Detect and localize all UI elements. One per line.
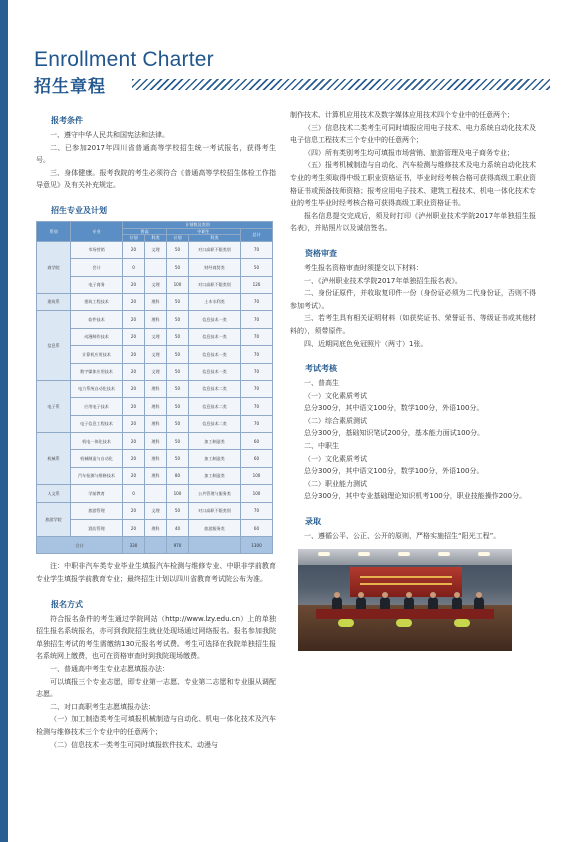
section-title-exam: 考试考核 <box>305 364 337 374</box>
total-label: 合计 <box>37 537 123 554</box>
continued-paragraph: （五）报考机械制造与自动化、汽车检测与维修技术及电力系统自动化技术专业的考生须取得中级工职业资格证书，毕业时经考核合格可获得高级工职业资格证书或预备技师资格；报考应用电子技术、建筑工程技术、机电一体化技术专业的考生毕业时经考核合格可获得高级工职业资格证书。 <box>290 161 536 208</box>
puzhong-plan-cell: 20 <box>123 293 145 310</box>
dept-cell: 人文系 <box>37 485 71 502</box>
total-cell: 100 <box>241 485 273 502</box>
table-row <box>37 520 273 537</box>
header-plan: 计划 <box>167 235 189 241</box>
header-puzhong: 普高 <box>123 228 167 234</box>
continued-paragraph: 报名信息提交完成后，须及时打印《泸州职业技术学院2017年单独招生报名表》，并贴照片以及诚信签名。 <box>290 211 536 233</box>
table-row <box>37 293 273 310</box>
continued-paragraph: 制作技术、计算机应用技术及数字媒体应用技术四个专业中的任意两个； <box>290 111 514 119</box>
zhongzhi-subject-cell: 对口高职不限类别 <box>189 276 241 293</box>
continued-paragraph: （四）所有类别考生均可填报市场营销、旅游管理及电子商务专业； <box>304 148 514 157</box>
puzhong-subject-cell: 理科 <box>145 433 167 450</box>
dept-cell: 旅游学院 <box>37 502 71 537</box>
zhongzhi-plan-cell: 50 <box>167 293 189 310</box>
total-cell: 70 <box>241 293 273 310</box>
zhongzhi-subject-cell: 信息技术二类 <box>189 415 241 432</box>
section-title-plan: 招生专业及计划 <box>51 205 107 215</box>
table-row <box>37 311 273 328</box>
puzhong-plan-cell: 20 <box>123 433 145 450</box>
zhongzhi-plan-cell: 50 <box>167 380 189 397</box>
major-cell: 电子商务 <box>71 276 123 293</box>
total-cell: 60 <box>241 433 273 450</box>
exam-item: 一、普高生 <box>304 379 339 388</box>
puzhong-plan-cell: 20 <box>123 380 145 397</box>
zhongzhi-subject-cell: 财经商贸类 <box>189 259 241 276</box>
review-item: 一、《泸州职业技术学院2017年单独招生报名表》。 <box>304 276 462 285</box>
review-item: 考生报名资格审查时须提交以下材料： <box>304 263 423 272</box>
meeting-photo <box>298 549 512 651</box>
total-cell: 70 <box>241 328 273 345</box>
zhongzhi-subject-cell: 信息技术一类 <box>189 328 241 345</box>
major-cell: 会计 <box>71 259 123 276</box>
puzhong-plan-cell: 20 <box>123 398 145 415</box>
puzhong-plan-cell: 20 <box>123 467 145 484</box>
table-row <box>37 433 273 450</box>
major-cell: 软件技术 <box>71 311 123 328</box>
zhongzhi-plan-cell: 100 <box>167 276 189 293</box>
dept-cell: 电子系 <box>37 380 71 432</box>
puzhong-plan-cell: 20 <box>123 363 145 380</box>
puzhong-subject-cell: 理科 <box>145 293 167 310</box>
table-row <box>37 502 273 519</box>
puzhong-subject-cell: 理科 <box>145 415 167 432</box>
zhongzhi-subject-cell: 加工制造类 <box>189 450 241 467</box>
apply-paragraph: 符合报名条件的考生通过学院网站（http://www.lzy.edu.cn）上的单独招生报名系统报名，亦可到我院招生就业处现场通过网络报名。报名参加我院单独招生考试的考生需缴纳130元报名考试费。考生可选择在我院单独招生报名系统网上缴费，也可在资格审查时到我院现场缴费。 <box>36 614 276 661</box>
zhongzhi-subject-cell: 旅游服务类 <box>189 520 241 537</box>
puzhong-plan-cell: 20 <box>123 450 145 467</box>
total-cell: 70 <box>241 311 273 328</box>
zhongzhi-subject-cell: 信息技术二类 <box>189 398 241 415</box>
exam-item: （一）文化素质考试 <box>304 454 367 463</box>
left-edge-bar <box>0 0 8 842</box>
plan-note: 注：中职非汽车类专业毕业生填报汽车检测与维修专业、中职非学前教育专业学生填报学前教育专业；最终招生计划以四川省教育考试院公布为准。 <box>36 562 276 584</box>
zhongzhi-plan-cell: 100 <box>167 485 189 502</box>
dept-cell: 机械系 <box>37 433 71 485</box>
major-cell: 数字媒体应用技术 <box>71 363 123 380</box>
major-cell: 电力系统自动化技术 <box>71 380 123 397</box>
total-cell: 70 <box>241 398 273 415</box>
header-subject: 科类 <box>145 235 167 241</box>
zhongzhi-plan-cell: 50 <box>167 415 189 432</box>
apply-paragraph: （一）加工制造类考生可填报机械制造与自动化、机电一体化技术及汽车检测与维修技术三个专业中的任意两个； <box>36 715 276 736</box>
zhongzhi-subject-cell: 土木水利类 <box>189 293 241 310</box>
zhongzhi-plan-cell: 50 <box>167 241 189 258</box>
exam-item: （二）综合素质测试 <box>304 416 367 425</box>
page-title-chinese: 招生章程 <box>34 77 106 97</box>
zhongzhi-subject-cell: 信息技术一类 <box>189 363 241 380</box>
section-title-admission: 录取 <box>305 517 321 527</box>
puzhong-plan-cell: 20 <box>123 276 145 293</box>
zhongzhi-plan-cell: 50 <box>167 502 189 519</box>
table-row <box>37 415 273 432</box>
section-title-apply: 报名方式 <box>51 599 83 609</box>
dept-cell: 建筑系 <box>37 293 71 310</box>
apply-paragraph: （二）信息技术一类考生可同时填报软件技术、动漫与 <box>50 740 218 749</box>
total-cell: 70 <box>241 241 273 258</box>
requirement-item: 二、已参加2017年四川省普通高等学校招生统一考试报名，获得考生号。 <box>36 143 276 165</box>
puzhong-subject-cell: 文理 <box>145 276 167 293</box>
header-hatch-decoration <box>132 79 550 90</box>
header-zhongzhi: 中职生 <box>167 228 241 234</box>
enrollment-plan-table <box>36 221 273 554</box>
zhongzhi-subject-cell: 公共管理与服务类 <box>189 485 241 502</box>
total-cell: 100 <box>241 467 273 484</box>
header-total: 总计 <box>241 228 273 241</box>
apply-paragraph: 可以填报三个专业志愿，即专业第一志愿、专业第二志愿和专业服从调配志愿。 <box>36 677 276 699</box>
header-dept: 系别 <box>37 221 71 241</box>
total-cell: 70 <box>241 363 273 380</box>
header-subject: 科类 <box>189 235 241 241</box>
table-row <box>37 241 273 258</box>
zhongzhi-plan-cell: 50 <box>167 328 189 345</box>
table-row <box>37 398 273 415</box>
dept-cell: 信息系 <box>37 311 71 381</box>
table-row <box>37 363 273 380</box>
table-row <box>37 259 273 276</box>
review-item: 三、若考生具有相关证明材料（如获奖证书、荣誉证书、等级证书或其他材料的），须带原件。 <box>290 314 536 335</box>
requirement-item: 一、遵守中华人民共和国宪法和法律。 <box>50 131 169 139</box>
puzhong-subject-cell: 文理 <box>145 363 167 380</box>
zhongzhi-subject-cell: 信息技术二类 <box>189 380 241 397</box>
exam-item: （二）职业能力测试 <box>304 479 367 488</box>
admission-text: 一、遵循公平、公正、公开的原则，严格实施招生“阳光工程”。 <box>304 532 501 541</box>
table-row <box>37 450 273 467</box>
exam-item: 总分300分，其中语文100分，数学100分，外语100分。 <box>304 404 484 413</box>
total-cell: 70 <box>241 415 273 432</box>
table-row <box>37 276 273 293</box>
total-overall: 1300 <box>241 537 273 554</box>
total-cell: 70 <box>241 502 273 519</box>
zhongzhi-subject-cell: 信息技术一类 <box>189 311 241 328</box>
puzhong-plan-cell: 20 <box>123 502 145 519</box>
zhongzhi-subject-cell: 加工制造类 <box>189 433 241 450</box>
table-row <box>37 467 273 484</box>
header-major: 专业 <box>71 221 123 241</box>
major-cell: 学前教育 <box>71 485 123 502</box>
major-cell: 建筑工程技术 <box>71 293 123 310</box>
puzhong-plan-cell: 0 <box>123 485 145 502</box>
zhongzhi-plan-cell: 40 <box>167 520 189 537</box>
review-item: 四、近期同底色免冠照片（两寸）1张。 <box>304 339 428 348</box>
puzhong-plan-cell: 20 <box>123 328 145 345</box>
puzhong-plan-cell: 20 <box>123 346 145 363</box>
major-cell: 机电一体化技术 <box>71 433 123 450</box>
right-column <box>290 109 536 651</box>
exam-item: 总分300分，其中专业基础理论知识机考100分，职业技能操作200分。 <box>304 492 527 501</box>
puzhong-subject-cell <box>145 485 167 502</box>
major-cell: 计算机应用技术 <box>71 346 123 363</box>
puzhong-plan-cell: 20 <box>123 520 145 537</box>
zhongzhi-plan-cell: 50 <box>167 346 189 363</box>
zhongzhi-plan-cell: 50 <box>167 433 189 450</box>
requirement-item: 三、身体健康。报考我院的考生必须符合《普通高等学校招生体检工作指导意见》及有关补充规定。 <box>36 168 276 190</box>
continued-paragraph: （三）信息技术二类考生可同时填报应用电子技术、电力系统自动化技术及电子信息工程技术三个专业中的任意两个； <box>290 123 536 145</box>
major-cell: 机械制造与自动化 <box>71 450 123 467</box>
section-title-requirements: 报考条件 <box>51 116 83 125</box>
zhongzhi-plan-cell: 50 <box>167 311 189 328</box>
puzhong-plan-cell: 20 <box>123 241 145 258</box>
total-cell: 70 <box>241 346 273 363</box>
exam-item: 总分300分，基础知识笔试200分，基本能力面试100分。 <box>304 429 485 438</box>
puzhong-plan-cell: 20 <box>123 311 145 328</box>
total-zhongzhi-plan: 970 <box>167 537 189 554</box>
exam-item: （一）文化素质考试 <box>304 391 367 400</box>
table-row <box>37 380 273 397</box>
major-cell: 汽车检测与维修技术 <box>71 467 123 484</box>
puzhong-subject-cell <box>145 259 167 276</box>
dept-cell: 商学院 <box>37 241 71 293</box>
header-plan-group: 计划数及类别 <box>123 221 273 228</box>
major-cell: 市场营销 <box>71 241 123 258</box>
table-row <box>37 346 273 363</box>
puzhong-subject-cell: 理科 <box>145 520 167 537</box>
puzhong-subject-cell: 理科 <box>145 450 167 467</box>
section-title-review: 资格审查 <box>305 248 337 258</box>
apply-paragraph: 二、对口高职考生志愿填报办法： <box>50 702 155 711</box>
major-cell: 动漫制作技术 <box>71 328 123 345</box>
total-cell: 50 <box>241 259 273 276</box>
major-cell: 应用电子技术 <box>71 398 123 415</box>
header-plan: 计划 <box>123 235 145 241</box>
puzhong-subject-cell: 理科 <box>145 311 167 328</box>
puzhong-subject-cell: 理科 <box>145 398 167 415</box>
puzhong-subject-cell: 理科 <box>145 467 167 484</box>
puzhong-subject-cell: 文理 <box>145 502 167 519</box>
zhongzhi-plan-cell: 80 <box>167 467 189 484</box>
zhongzhi-subject-cell: 对口高职不限类别 <box>189 502 241 519</box>
puzhong-subject-cell: 文理 <box>145 241 167 258</box>
left-column <box>36 109 276 751</box>
zhongzhi-subject-cell: 加工制造类 <box>189 467 241 484</box>
photo-podium-table <box>316 609 494 619</box>
review-item: 二、身份证原件，并收取复印件一份（身份证必须为二代身份证，否则不得参加考试）。 <box>290 289 536 310</box>
puzhong-plan-cell: 20 <box>123 415 145 432</box>
zhongzhi-plan-cell: 50 <box>167 450 189 467</box>
major-cell: 酒店管理 <box>71 520 123 537</box>
major-cell: 旅游管理 <box>71 502 123 519</box>
total-cell: 60 <box>241 450 273 467</box>
total-puzhong-plan: 330 <box>123 537 145 554</box>
major-cell: 电子信息工程技术 <box>71 415 123 432</box>
puzhong-plan-cell: 0 <box>123 259 145 276</box>
total-cell: 70 <box>241 380 273 397</box>
zhongzhi-plan-cell: 50 <box>167 363 189 380</box>
zhongzhi-plan-cell: 50 <box>167 398 189 415</box>
zhongzhi-subject-cell: 对口高职不限类别 <box>189 241 241 258</box>
total-cell: 120 <box>241 276 273 293</box>
apply-paragraph: 一、普通高中考生专业志愿填报办法： <box>50 664 169 673</box>
zhongzhi-subject-cell: 信息技术一类 <box>189 346 241 363</box>
exam-item: 二、中职生 <box>304 442 339 451</box>
zhongzhi-plan-cell: 50 <box>167 259 189 276</box>
total-cell: 60 <box>241 520 273 537</box>
table-row <box>37 328 273 345</box>
page-title-english: Enrollment Charter <box>34 48 214 71</box>
puzhong-subject-cell: 理科 <box>145 380 167 397</box>
exam-item: 总分300分，其中语文100分，数学100分，外语100分。 <box>304 467 484 476</box>
table-row <box>37 485 273 502</box>
puzhong-subject-cell: 文理 <box>145 328 167 345</box>
puzhong-subject-cell: 文理 <box>145 346 167 363</box>
